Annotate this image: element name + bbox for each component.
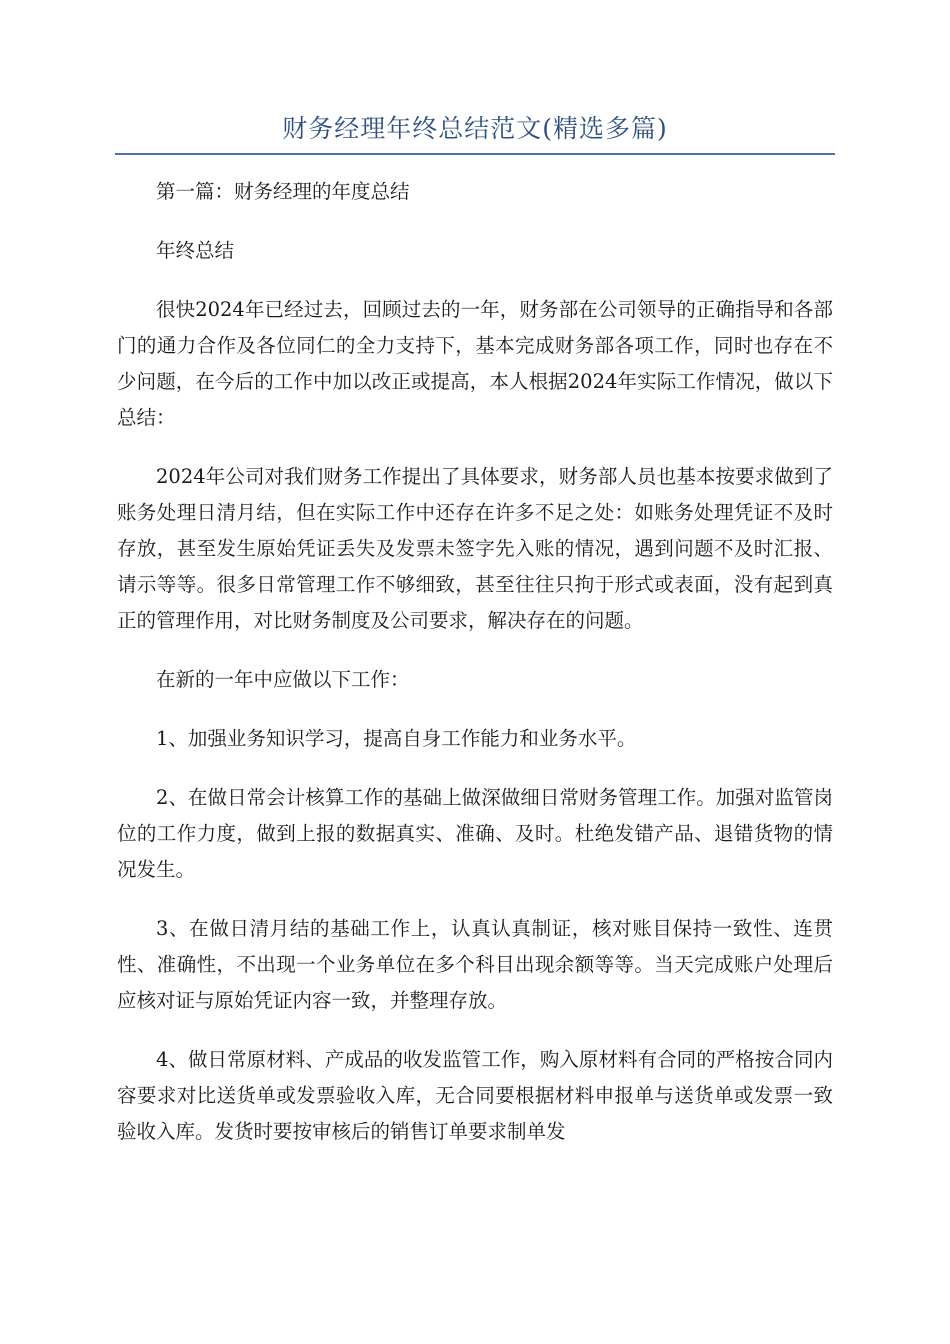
title-underline	[115, 153, 835, 155]
paragraph: 2024年公司对我们财务工作提出了具体要求，财务部人员也基本按要求做到了账务处理日清月结，但在实际工作中还存在许多不足之处：如账务处理凭证不及时存放，甚至发生原始凭证丢失及发票未签字先入账的情况，遇到问题不及时汇报、请示等等。很多日常管理工作不够细致，甚至往往只拘于形式或表面，没有起到真正的管理作用，对比财务制度及公司要求，解决存在的问题。	[117, 465, 833, 632]
list-item: 1、加强业务知识学习，提高自身工作能力和业务水平。	[156, 727, 637, 750]
list-item: 3、在做日清月结的基础工作上，认真认真制证，核对账目保持一致性、连贯性、准确性，不出现一个业务单位在多个科目出现余额等等。当天完成账户处理后应核对证与原始凭证内容一致，并整理存放。	[117, 917, 833, 1012]
paragraph: 很快2024年已经过去，回顾过去的一年，财务部在公司领导的正确指导和各部门的通力合作及各位同仁的全力支持下，基本完成财务部各项工作，同时也存在不少问题，在今后的工作中加以改正或提高，本人根据2024年实际工作情况，做以下总结：	[117, 298, 833, 429]
document-body	[117, 174, 833, 1173]
subheading: 年终总结	[156, 239, 235, 262]
paragraph: 在新的一年中应做以下工作：	[156, 668, 410, 691]
section-heading: 第一篇：财务经理的年度总结	[156, 180, 410, 203]
list-item: 2、在做日常会计核算工作的基础上做深做细日常财务管理工作。加强对监管岗位的工作力度，做到上报的数据真实、准确、及时。杜绝发错产品、退错货物的情况发生。	[117, 786, 833, 881]
document-title: 财务经理年终总结范文(精选多篇)	[282, 114, 668, 143]
list-item: 4、做日常原材料、产成品的收发监管工作，购入原材料有合同的严格按合同内容要求对比送货单或发票验收入库，无合同要根据材料申报单与送货单或发票一致验收入库。发货时要按审核后的销售订单要求制单发	[117, 1048, 833, 1143]
